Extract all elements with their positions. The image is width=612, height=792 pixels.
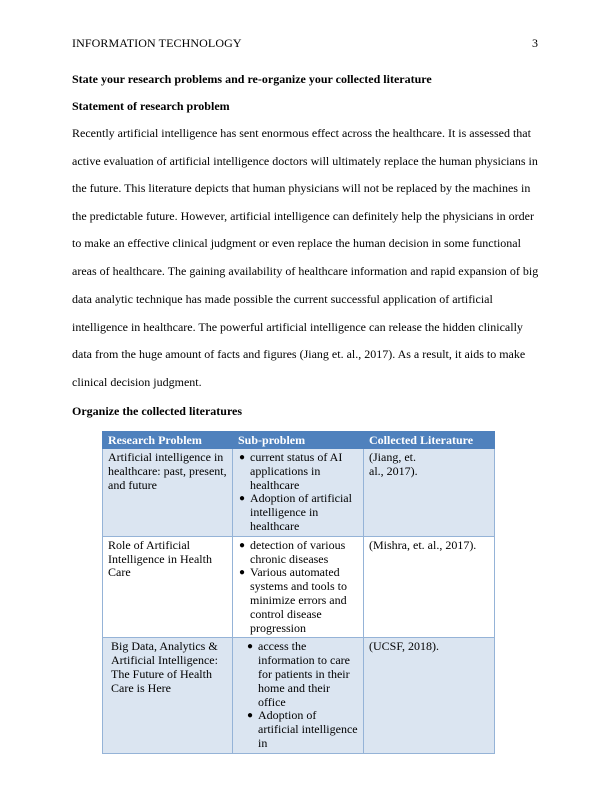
table-row	[103, 536, 495, 638]
literature-table	[102, 431, 495, 754]
list-item: ● current status of AI applications in healthcare	[239, 450, 343, 492]
table-row	[103, 638, 495, 753]
paragraph-line: data from the huge amount of facts and figures (Jiang et. al., 2017). As a result, it aids to make	[72, 347, 526, 361]
list-item: ● Adoption of artificial intelligence in	[247, 708, 358, 750]
bullet-icon: ●	[247, 641, 254, 653]
sub-problem-cell	[233, 449, 364, 537]
bullet-icon: ●	[239, 539, 246, 551]
bullet-icon: ●	[239, 567, 246, 579]
paragraph-line: the predictable future. However, artificial intelligence can definitely help the physicians in order	[72, 209, 534, 223]
sub-problem-list	[238, 451, 358, 534]
sub-problem-list	[238, 640, 358, 750]
paragraph-line: active evaluation of artificial intelligence doctors will ultimately replace the human physicians in	[72, 154, 538, 168]
bullet-icon: ●	[247, 710, 254, 722]
table-header-row	[103, 432, 495, 449]
sub-problem-list	[238, 539, 358, 636]
bullet-icon: ●	[239, 493, 246, 505]
list-item: ● detection of various chronic diseases	[239, 537, 346, 566]
paragraph-line: the future. This literature depicts that human physicians will not be replaced by the machines in	[72, 181, 531, 195]
page-number: 3	[532, 36, 538, 50]
paragraph-line: areas of healthcare. The gaining availability of healthcare information and rapid expansion of big	[72, 264, 539, 278]
research-problem-cell: Artificial intelligence in healthcare: past, present, and future	[103, 449, 233, 537]
sub-problem-cell	[233, 536, 364, 638]
column-header-collected-literature: Collected Literature	[364, 432, 495, 449]
section-heading: State your research problems and re-organize your collected literature	[72, 72, 432, 86]
collected-literature-cell: (Mishra, et. al., 2017).	[364, 536, 495, 638]
list-item: ● Various automated systems and tools to minimize errors and control disease progression	[239, 565, 348, 635]
paragraph-line: clinical decision judgment.	[72, 375, 202, 389]
list-item: ● Adoption of artificial intelligence in healthcare	[239, 491, 352, 533]
subsection-heading-organize: Organize the collected literatures	[72, 404, 243, 418]
table-row	[103, 449, 495, 537]
column-header-sub-problem: Sub-problem	[233, 432, 364, 449]
column-header-research-problem: Research Problem	[103, 432, 233, 449]
collected-literature-cell: (UCSF, 2018).	[364, 638, 495, 753]
running-header-title: INFORMATION TECHNOLOGY	[72, 36, 242, 50]
paragraph-line: Recently artificial intelligence has sent enormous effect across the healthcare. It is assessed that	[72, 126, 531, 140]
collected-literature-cell: (Jiang, et. al., 2017).	[364, 449, 495, 537]
research-problem-cell: Big Data, Analytics & Artificial Intelligence: The Future of Health Care is Here	[103, 638, 233, 753]
sub-problem-cell	[233, 638, 364, 753]
paragraph-line: to make an effective clinical judgment or even replace the human decision in some functional	[72, 236, 521, 250]
research-problem-cell: Role of Artificial Intelligence in Health Care	[103, 536, 233, 638]
subsection-heading-statement: Statement of research problem	[72, 99, 230, 113]
list-item: ● access the information to care for patients in their home and their office	[247, 639, 350, 709]
paragraph-line: intelligence in healthcare. The powerful artificial intelligence can release the hidden clinically	[72, 320, 523, 334]
paragraph-line: data analytic technique has made possible the current successful application of artificial	[72, 292, 493, 306]
bullet-icon: ●	[239, 452, 246, 463]
